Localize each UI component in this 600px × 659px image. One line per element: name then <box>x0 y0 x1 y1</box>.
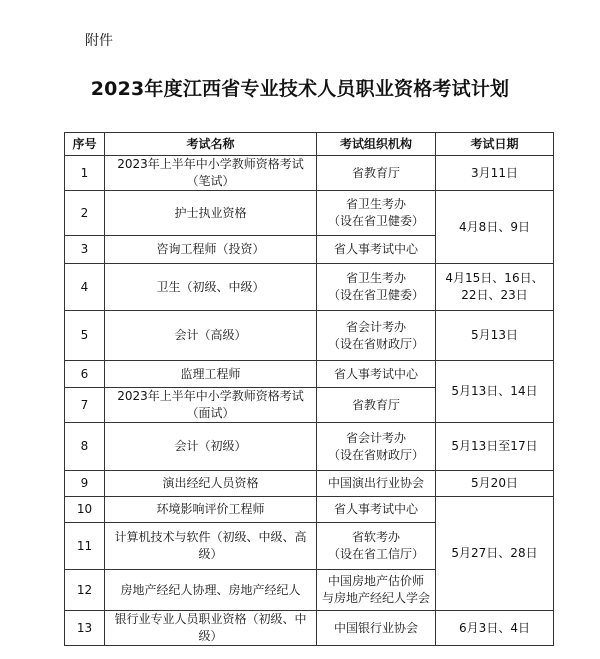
row-number: 1 <box>65 156 105 191</box>
exam-name: 环境影响评价工程师 <box>105 497 317 523</box>
row-number: 2 <box>65 191 105 236</box>
exam-name: 银行业专业人员职业资格（初级、中级） <box>105 611 317 646</box>
exam-date-merged: 4月8日、9日 <box>436 191 554 264</box>
exam-name: 2023年上半年中小学教师资格考试（笔试） <box>105 156 317 191</box>
row-number: 13 <box>65 611 105 646</box>
exam-name: 卫生（初级、中级） <box>105 264 317 311</box>
row-number: 12 <box>65 570 105 611</box>
exam-name: 咨询工程师（投资） <box>105 236 317 264</box>
exam-date: 5月20日 <box>436 471 554 497</box>
exam-date-merged: 5月13日、14日 <box>436 361 554 423</box>
table-row <box>65 311 554 361</box>
organizer: 省人事考试中心 <box>317 361 436 388</box>
table-row <box>65 497 554 523</box>
organizer: 省人事考试中心 <box>317 236 436 264</box>
table-row <box>65 361 554 388</box>
exam-date: 5月13日 <box>436 311 554 361</box>
exam-date: 6月3日、4日 <box>436 611 554 646</box>
table-row <box>65 264 554 311</box>
row-number: 7 <box>65 388 105 423</box>
organizer: 省卫生考办 （设在省卫健委） <box>317 191 436 236</box>
organizer: 省会计考办 （设在省财政厅） <box>317 311 436 361</box>
exam-name: 监理工程师 <box>105 361 317 388</box>
header-exam-name: 考试名称 <box>105 133 317 156</box>
table-row <box>65 156 554 191</box>
table-row <box>65 611 554 646</box>
row-number: 6 <box>65 361 105 388</box>
header-exam-date: 考试日期 <box>436 133 554 156</box>
exam-name: 房地产经纪人协理、房地产经纪人 <box>105 570 317 611</box>
row-number: 4 <box>65 264 105 311</box>
exam-name: 护士执业资格 <box>105 191 317 236</box>
organizer: 省教育厅 <box>317 388 436 423</box>
exam-date: 5月13日至17日 <box>436 423 554 471</box>
exam-name: 演出经纪人员资格 <box>105 471 317 497</box>
table-row <box>65 423 554 471</box>
table-row <box>65 191 554 236</box>
row-number: 10 <box>65 497 105 523</box>
organizer: 省教育厅 <box>317 156 436 191</box>
header-number: 序号 <box>65 133 105 156</box>
row-number: 3 <box>65 236 105 264</box>
organizer: 中国房地产估价师 与房地产经纪人学会 <box>317 570 436 611</box>
row-number: 5 <box>65 311 105 361</box>
organizer: 省会计考办 （设在省财政厅） <box>317 423 436 471</box>
attachment-label: 附件 <box>85 33 113 49</box>
header-organizer: 考试组织机构 <box>317 133 436 156</box>
organizer: 中国银行业协会 <box>317 611 436 646</box>
exam-name: 会计（高级） <box>105 311 317 361</box>
exam-date-merged: 5月27日、28日 <box>436 497 554 611</box>
table-row <box>65 471 554 497</box>
row-number: 9 <box>65 471 105 497</box>
organizer: 中国演出行业协会 <box>317 471 436 497</box>
exam-name: 计算机技术与软件（初级、中级、高级） <box>105 523 317 570</box>
exam-date: 3月11日 <box>436 156 554 191</box>
exam-name: 会计（初级） <box>105 423 317 471</box>
organizer: 省人事考试中心 <box>317 497 436 523</box>
row-number: 8 <box>65 423 105 471</box>
exam-name: 2023年上半年中小学教师资格考试（面试） <box>105 388 317 423</box>
organizer: 省软考办 （设在省工信厅） <box>317 523 436 570</box>
table-header-row <box>65 133 554 156</box>
exam-date: 4月15日、16日、 22日、23日 <box>436 264 554 311</box>
row-number: 11 <box>65 523 105 570</box>
page-title: 2023年度江西省专业技术人员职业资格考试计划 <box>90 78 510 100</box>
exam-plan-table <box>64 132 554 646</box>
organizer: 省卫生考办 （设在省卫健委） <box>317 264 436 311</box>
